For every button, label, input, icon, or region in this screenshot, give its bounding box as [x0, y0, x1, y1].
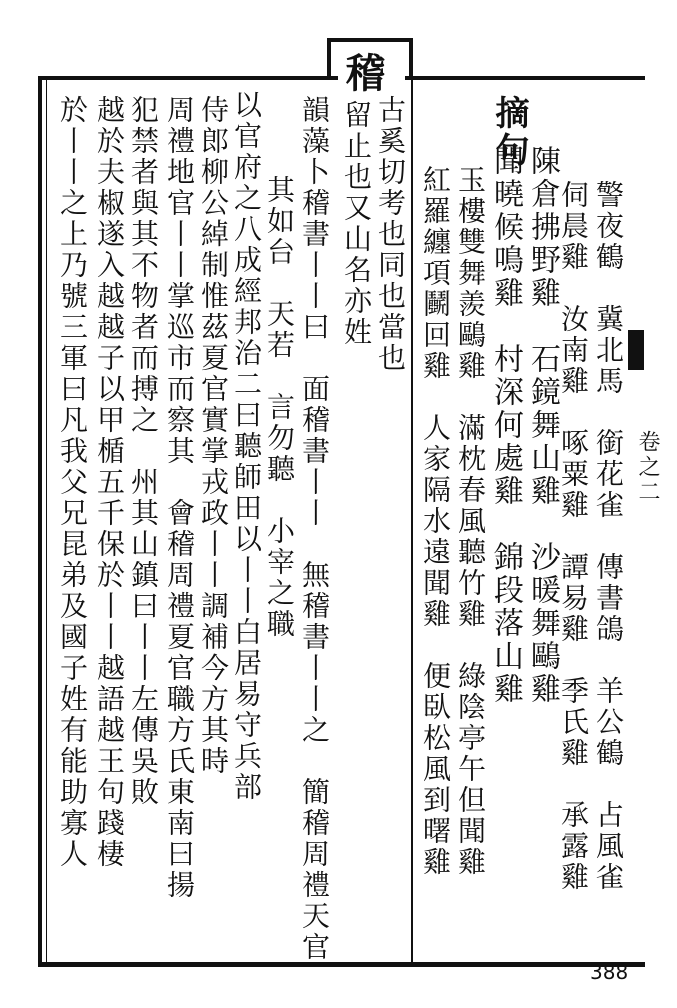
text-col-4: 聞曉候鳴雞 村深何處雞 錦段落山雞 [488, 145, 523, 706]
text-col-6: 紅羅纏項鬭回雞 人家隔水遠聞雞 便臥松風到曙雞 [419, 165, 452, 878]
left-border-inner [46, 80, 47, 966]
text-col-1: 警夜鶴 冀北馬 銜花雀 傳書鴿 羊公鶴 占風雀 [592, 180, 625, 893]
top-rule-left [38, 76, 338, 80]
left-col-4: 侍郎柳公綽制惟茲夏官實掌戎政丨丨調補今方其時 [197, 95, 230, 777]
entry-head-char: 稽 [339, 52, 386, 95]
left-col-5: 周禮地官丨丨掌巡市而察其 會稽周禮夏官職方氏東南曰揚 [163, 95, 196, 901]
left-col-3: 以官府之八成經邦治二曰聽師田以丨丨白居易守兵部 [230, 90, 263, 803]
left-col-8: 於丨丨之上乃號三軍曰凡我父兄昆弟及國子姓有能助寡人 [56, 95, 89, 870]
left-col-2: 其如台 天若 言勿聽 小宰之職 [263, 175, 296, 640]
text-col-2: 伺晨雞 汝南雞 啄粟雞 譚易雞 季氏雞 承露雞 [557, 180, 590, 893]
header-box-top [327, 38, 413, 42]
section-divider [411, 80, 413, 962]
header-box-right [409, 38, 413, 80]
bottom-rule [38, 962, 645, 967]
entry-gloss-col-2: 留止也又山名亦姓 [340, 100, 373, 348]
left-col-7: 越於夫椒遂入越越子以甲楯五千保於丨丨越語越王句踐棲 [93, 95, 126, 870]
text-col-3: 陳倉拂野雞 石鏡舞山雞 沙暖舞鷗雞 [525, 145, 560, 706]
top-rule-right [405, 76, 645, 80]
left-border [38, 76, 42, 966]
header-box-left [327, 38, 331, 80]
left-col-1: 韻藻卜稽書丨丨曰 面稽書丨丨 無稽書丨丨之 簡稽周禮天官 [298, 95, 331, 963]
margin-folio: 卷之二 [635, 430, 660, 505]
entry-gloss-col-1: 古奚切考也同也當也 [374, 95, 407, 374]
section-heading-zhaiju: 摘句 [489, 95, 529, 169]
text-col-5: 玉樓雙舞羨鷗雞 滿枕春風聽竹雞 綠陰亭午但聞雞 [454, 165, 487, 878]
page-number: 388 [590, 960, 629, 984]
left-col-6: 犯禁者與其不物者而搏之 州其山鎮曰丨丨左傳吳敗 [127, 95, 160, 808]
margin-marker [628, 330, 644, 370]
